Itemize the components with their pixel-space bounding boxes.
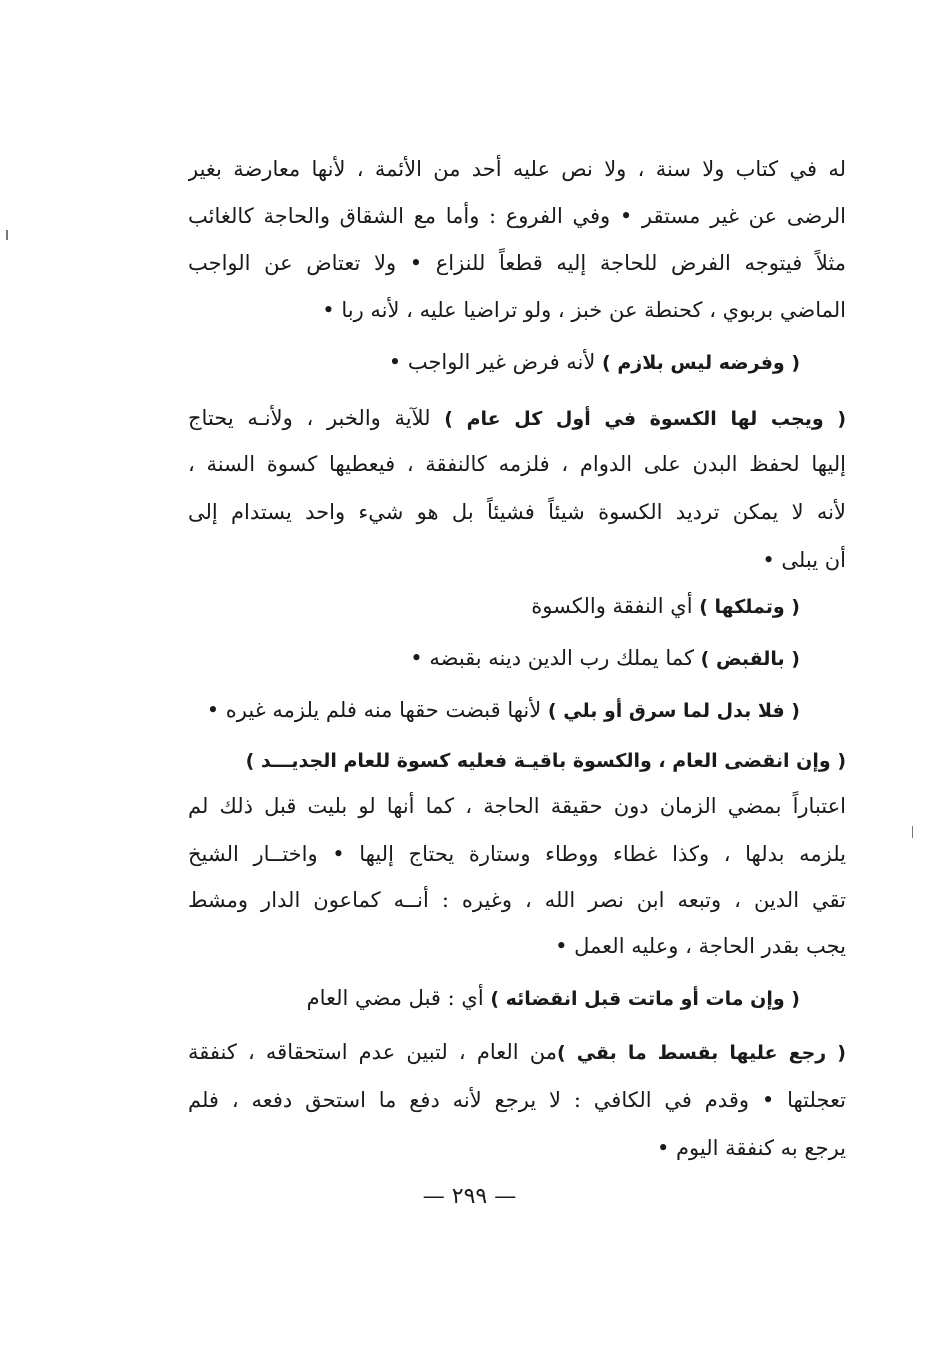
matn-heading: ( وإن مات أو ماتت قبل انقضائه ) [490,988,800,1010]
matn-heading: ( فلا بدل لما سرق أو بلي ) [547,700,800,722]
text-line-17: يجب بقدر الحاجة ، وعليه العمل • [555,934,846,958]
text-line-6: ( ويجب لها الكسوة في أول كل عام ) للآية والخبر ، ولأنـه يحتاج [188,406,846,430]
text-line-7: إليها لحفظ البدن على الدوام ، فلزمه كالنفقة ، فيعطيها كسوة السنة ، [188,452,846,476]
page-number: — ٢٩٩ — [422,1184,517,1209]
text-line-3: مثلاً فيتوجه الفرض للحاجة إليه قطعاً للنزاع • ولا تعتاض عن الواجب [188,251,846,275]
text-line-15: يلزمه بدلها ، وكذا غطاء ووطاء وستارة يحتاج إليها • واختــار الشيخ [188,842,846,866]
main-text [188,0,846,1184]
text-line-13 [188,738,846,782]
text-line-10: ( وتملكها ) أي النفقة والكسوة [531,594,800,618]
scan-mark-right [912,826,913,838]
matn-heading: ( ويجب لها الكسوة في أول كل عام ) [444,408,846,430]
text-line-19: ( رجع عليها بقسط ما بقي )من العام ، لتبين عدم استحقاقه ، كنفقة [188,1040,846,1064]
text-line-14: اعتباراً بمضي الزمان دون حقيقة الحاجة ، كما أنها لو بليت قبل ذلك لم [188,794,846,818]
text-line-12: ( فلا بدل لما سرق أو بلي ) لأنها قبضت حقها منه فلم يلزمه غيره • [206,698,800,722]
matn-heading: ( وتملكها ) [699,596,800,618]
text-line-11: ( بالقبض ) كما يملك رب الدين دينه بقبضه • [410,646,800,670]
text-line-20: تعجلتها • وقدم في الكافي : لا يرجع لأنه دفع ما استحق دفعه ، فلم [188,1088,846,1112]
text-line-9: أن يبلى • [762,548,846,572]
scan-mark-left [6,230,8,240]
matn-heading: ( وإن انقضى العام ، والكسوة باقيـة فعليه كسوة للعام الجديـــد ) [245,750,846,772]
text-line-4: الماضي بربوي ، كحنطة عن خبز ، ولو تراضيا عليه ، لأنه ربا • [322,298,846,322]
text-line-8: لأنه لا يمكن ترديد الكسوة شيئاً فشيئاً بل هو شيء واحد يستدام إلى [188,500,846,524]
text-line-16: تقي الدين ، وتبعه ابن نصر الله ، وغيره : أنــه كماعون الدار ومشط [188,888,846,912]
text-line-1: له في كتاب ولا سنة ، ولا نص عليه أحد من الأئمة ، لأنها معارضة بغير [188,157,846,181]
text-line-21: يرجع به كنفقة اليوم • [656,1136,846,1160]
text-line-18: ( وإن مات أو ماتت قبل انقضائه ) أي : قبل مضي العام [306,986,800,1010]
matn-heading: ( وفرضه ليس بلازم ) [602,352,800,374]
text-line-2: الرضى عن غير مستقر • وفي الفروع : وأما مع الشقاق والحاجة كالغائب [188,204,846,228]
matn-heading: ( بالقبض ) [700,648,800,670]
matn-heading: ( رجع عليها بقسط ما بقي ) [556,1042,846,1064]
text-line-5: ( وفرضه ليس بلازم ) لأنه فرض غير الواجب • [388,350,800,374]
